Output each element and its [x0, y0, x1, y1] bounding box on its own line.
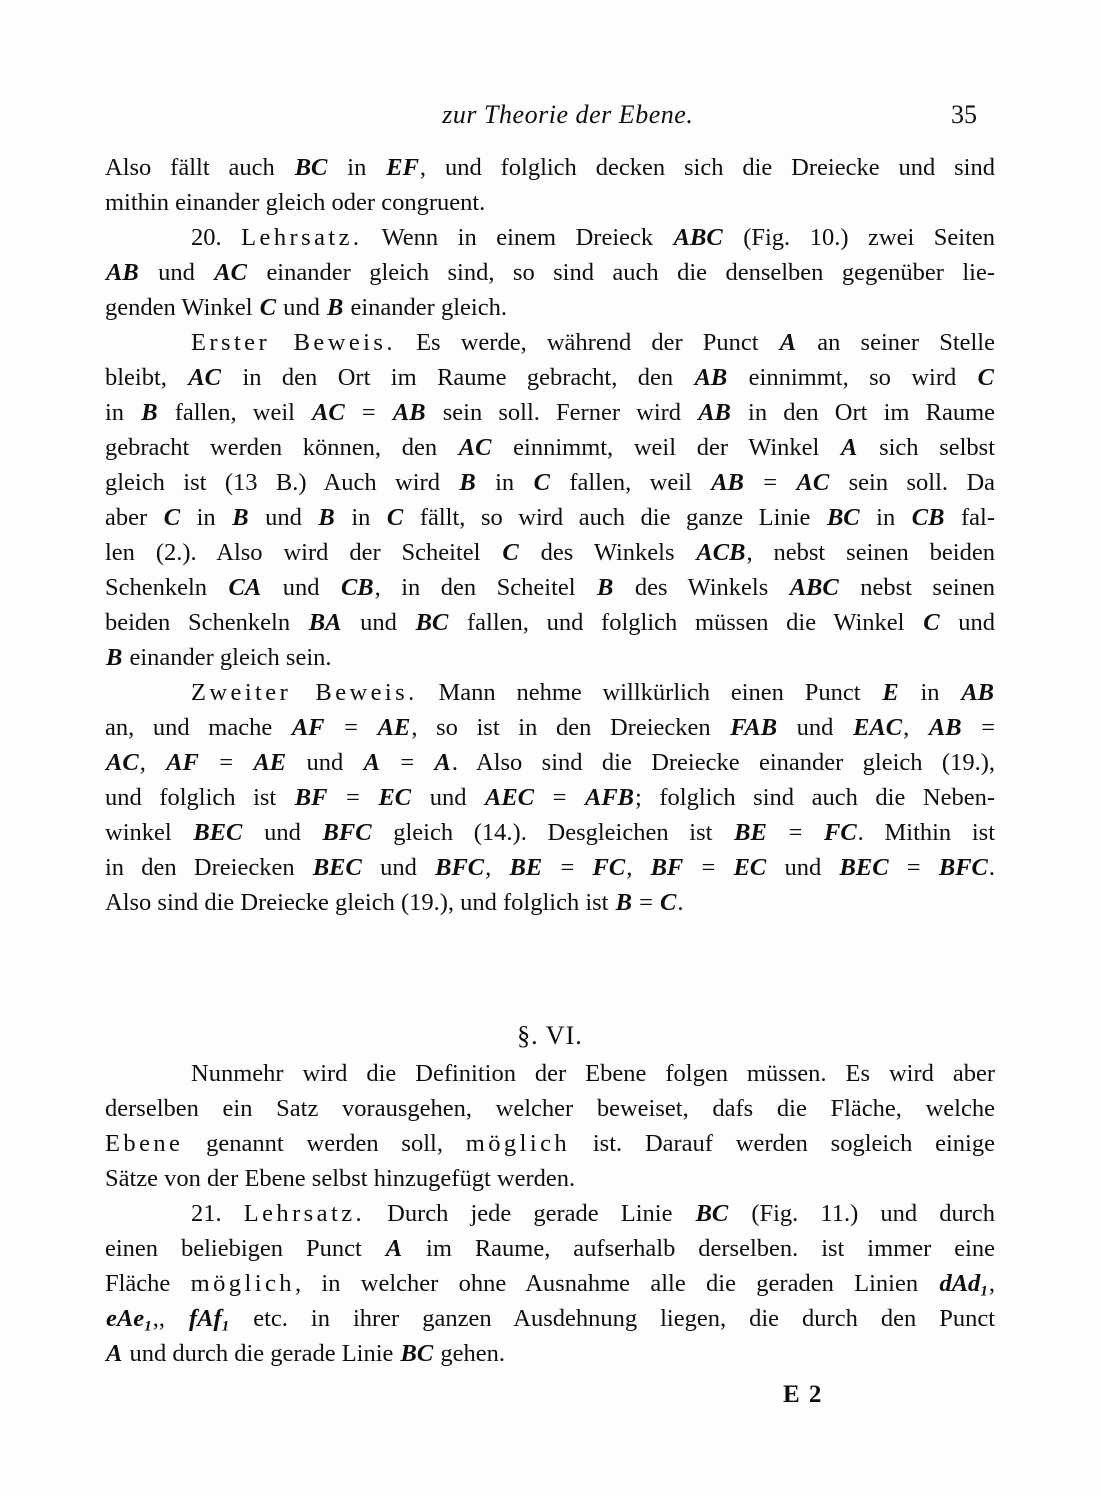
math-variable: EF	[386, 154, 419, 181]
math-variable: AF	[291, 714, 325, 741]
subscript: 1	[221, 1317, 230, 1335]
paragraph	[105, 325, 995, 675]
math-variable: C	[502, 539, 519, 566]
math-variable: A	[779, 329, 797, 356]
text-line: Nunmehr wird die Definition der Ebene folgen müssen. Es wird aber	[191, 1060, 995, 1087]
math-variable: B	[459, 469, 476, 496]
math-variable: fAf$_1$	[188, 1305, 230, 1335]
math-variable: AC	[188, 364, 222, 391]
text-line: und folglich ist BF = EC und AEC = AFB; folglich sind auch die Neben-	[105, 784, 995, 811]
math-variable: BFC	[435, 854, 485, 881]
math-variable: AC	[312, 399, 345, 426]
text-line: an, und mache AF = AE, so ist in den Dreiecken FAB und EAC, AB =	[105, 714, 996, 741]
text-line: beiden Schenkeln BA und BC fallen, und folglich müssen die Winkel C und	[105, 609, 995, 636]
math-variable: A	[106, 1340, 123, 1367]
text-line: Sätze von der Ebene selbst hinzugefügt werden.	[105, 1165, 576, 1192]
page-body	[105, 150, 995, 1412]
math-variable: BFC	[938, 854, 988, 881]
section-heading: §. VI.	[517, 1021, 583, 1050]
math-variable: FC	[823, 819, 857, 846]
letterspaced-text: Lehrsatz.	[243, 1200, 366, 1227]
text-line: einen beliebigen Punct A im Raume, aufserhalb derselben. ist immer eine	[105, 1235, 995, 1262]
math-variable: C	[977, 364, 994, 391]
text-line: in den Dreiecken BEC und BFC, BE = FC, BF = EC und BEC = BFC.	[105, 854, 996, 881]
text-line: AC, AF = AE und A = A. Also sind die Dreiecke einander gleich (19.),	[106, 749, 995, 776]
math-variable: AC	[796, 469, 830, 496]
math-variable: AF	[166, 749, 199, 776]
math-variable: ABC	[673, 224, 723, 251]
math-variable: BEC	[312, 854, 362, 881]
math-variable: AB	[106, 259, 139, 286]
text-line: gleich ist (13 B.) Auch wird B in C fallen, weil AB = AC sein soll. Da	[105, 469, 996, 496]
math-variable: AB	[698, 399, 731, 426]
text-line: len (2.). Also wird der Scheitel C des Winkels ACB, nebst seinen beiden	[105, 539, 995, 566]
math-variable: FAB	[730, 714, 778, 741]
math-variable: BC	[415, 609, 449, 636]
math-variable: BC	[294, 154, 328, 181]
math-variable: C	[386, 504, 404, 531]
letterspaced-text: Erster Beweis.	[191, 329, 396, 356]
math-variable: B	[232, 504, 249, 531]
math-variable: AE	[253, 749, 287, 776]
math-variable: A	[385, 1235, 403, 1262]
text-line: mithin einander gleich oder congruent.	[105, 189, 486, 216]
math-variable: CB	[911, 504, 945, 531]
math-variable: BA	[308, 609, 342, 636]
math-variable: AC	[106, 749, 139, 776]
math-variable: B	[141, 399, 158, 426]
text-line: in B fallen, weil AC = AB sein soll. Ferner wird AB in den Ort im Raume	[105, 399, 995, 426]
page-number: 35	[951, 100, 977, 129]
math-variable: B	[318, 504, 335, 531]
signature-mark: E 2	[783, 1381, 823, 1408]
text-line: Zweiter Beweis. Mann nehme willkürlich einen Punct E in AB	[191, 679, 994, 706]
math-variable: B	[106, 644, 123, 671]
text-line: B einander gleich sein.	[106, 644, 332, 671]
paragraph	[105, 675, 995, 920]
math-variable: AFB	[585, 784, 635, 811]
math-variable: ABC	[789, 574, 839, 601]
math-variable: CA	[228, 574, 262, 601]
math-variable: AC	[214, 259, 247, 286]
math-variable: C	[259, 294, 277, 321]
math-variable: BEC	[193, 819, 243, 846]
text-line: Also fällt auch BC in EF, und folglich decken sich die Dreiecke und sind	[105, 154, 995, 181]
running-title: zur Theorie der Ebene.	[442, 100, 694, 129]
page-header	[105, 100, 995, 136]
math-variable: BC	[695, 1200, 729, 1227]
paragraph	[105, 150, 995, 220]
subscript: 1	[980, 1282, 988, 1300]
text-line: derselben ein Satz vorausgehen, welcher beweiset, dafs die Fläche, welche	[105, 1095, 995, 1122]
text-line: A und durch die gerade Linie BC gehen.	[106, 1340, 505, 1367]
math-variable: B	[327, 294, 344, 321]
text-line: Fläche möglich, in welcher ohne Ausnahme alle die geraden Linien dAd$_1$,	[105, 1270, 995, 1300]
text-line: Erster Beweis. Es werde, während der Punct A an seiner Stelle	[191, 329, 995, 356]
math-variable: EC	[378, 784, 412, 811]
math-variable: AE	[377, 714, 411, 741]
text-line: Ebene genannt werden soll, möglich ist. Darauf werden sogleich einige	[105, 1130, 995, 1157]
math-variable: A	[363, 749, 380, 776]
math-variable: dAd$_1$	[939, 1270, 988, 1300]
letterspaced-text: möglich	[465, 1130, 571, 1157]
math-variable: EAC	[853, 714, 903, 741]
math-variable: A	[434, 749, 451, 776]
math-variable: ACB	[696, 539, 746, 566]
math-variable: E	[882, 679, 899, 706]
text-line: Schenkeln CA und CB, in den Scheitel B des Winkels ABC nebst seinen	[105, 574, 996, 601]
text-line: eAe$_1$,, fAf$_1$ etc. in ihrer ganzen Ausdehnung liegen, die durch den Punct	[106, 1305, 996, 1335]
math-variable: AB	[961, 679, 994, 706]
letterspaced-text: Zweiter Beweis.	[191, 679, 418, 706]
math-variable: BF	[650, 854, 684, 881]
math-variable: CB	[340, 574, 374, 601]
math-variable: C	[163, 504, 181, 531]
letterspaced-text: möglich	[190, 1270, 295, 1297]
math-variable: AB	[392, 399, 426, 426]
text-line: winkel BEC und BFC gleich (14.). Desgleichen ist BE = FC. Mithin ist	[105, 819, 996, 846]
letterspaced-text: Ebene	[105, 1130, 184, 1157]
math-variable: B	[597, 574, 614, 601]
math-variable: eAe$_1$	[106, 1305, 152, 1335]
math-variable: A	[841, 434, 858, 461]
math-variable: AB	[694, 364, 728, 391]
paragraph	[105, 220, 995, 325]
math-variable: AB	[928, 714, 962, 741]
text-line: bleibt, AC in den Ort im Raume gebracht, den AB einnimmt, so wird C	[105, 364, 994, 391]
text-line: genden Winkel C und B einander gleich.	[105, 294, 507, 321]
text-line: Also sind die Dreiecke gleich (19.), und folglich ist B = C.	[105, 889, 684, 916]
text-line: 20. Lehrsatz. Wenn in einem Dreieck ABC (Fig. 10.) zwei Seiten	[191, 224, 996, 251]
math-variable: C	[660, 889, 677, 916]
text-line: 21. Lehrsatz. Durch jede gerade Linie BC (Fig. 11.) und durch	[191, 1200, 995, 1227]
paragraph	[105, 1056, 995, 1196]
math-variable: BC	[400, 1340, 434, 1367]
paragraph	[105, 1196, 995, 1371]
math-variable: BE	[734, 819, 767, 846]
letterspaced-text: Lehrsatz.	[241, 224, 363, 251]
math-variable: B	[615, 889, 632, 916]
math-variable: BEC	[839, 854, 889, 881]
math-variable: EC	[733, 854, 767, 881]
math-variable: BC	[826, 504, 860, 531]
text-line: aber C in B und B in C fällt, so wird auch die ganze Linie BC in CB fal-	[105, 504, 996, 531]
math-variable: C	[533, 469, 550, 496]
math-variable: FC	[592, 854, 626, 881]
math-variable: BF	[294, 784, 328, 811]
math-variable: BE	[509, 854, 543, 881]
math-variable: BFC	[322, 819, 372, 846]
math-variable: AC	[458, 434, 492, 461]
text-line: AB und AC einander gleich sind, so sind auch die denselben gegenüber lie-	[106, 259, 995, 286]
math-variable: C	[923, 609, 940, 636]
text-line: gebracht werden können, den AC einnimmt, weil der Winkel A sich selbst	[105, 434, 996, 461]
math-variable: AB	[711, 469, 744, 496]
subscript: 1	[144, 1317, 152, 1335]
math-variable: AEC	[485, 784, 535, 811]
